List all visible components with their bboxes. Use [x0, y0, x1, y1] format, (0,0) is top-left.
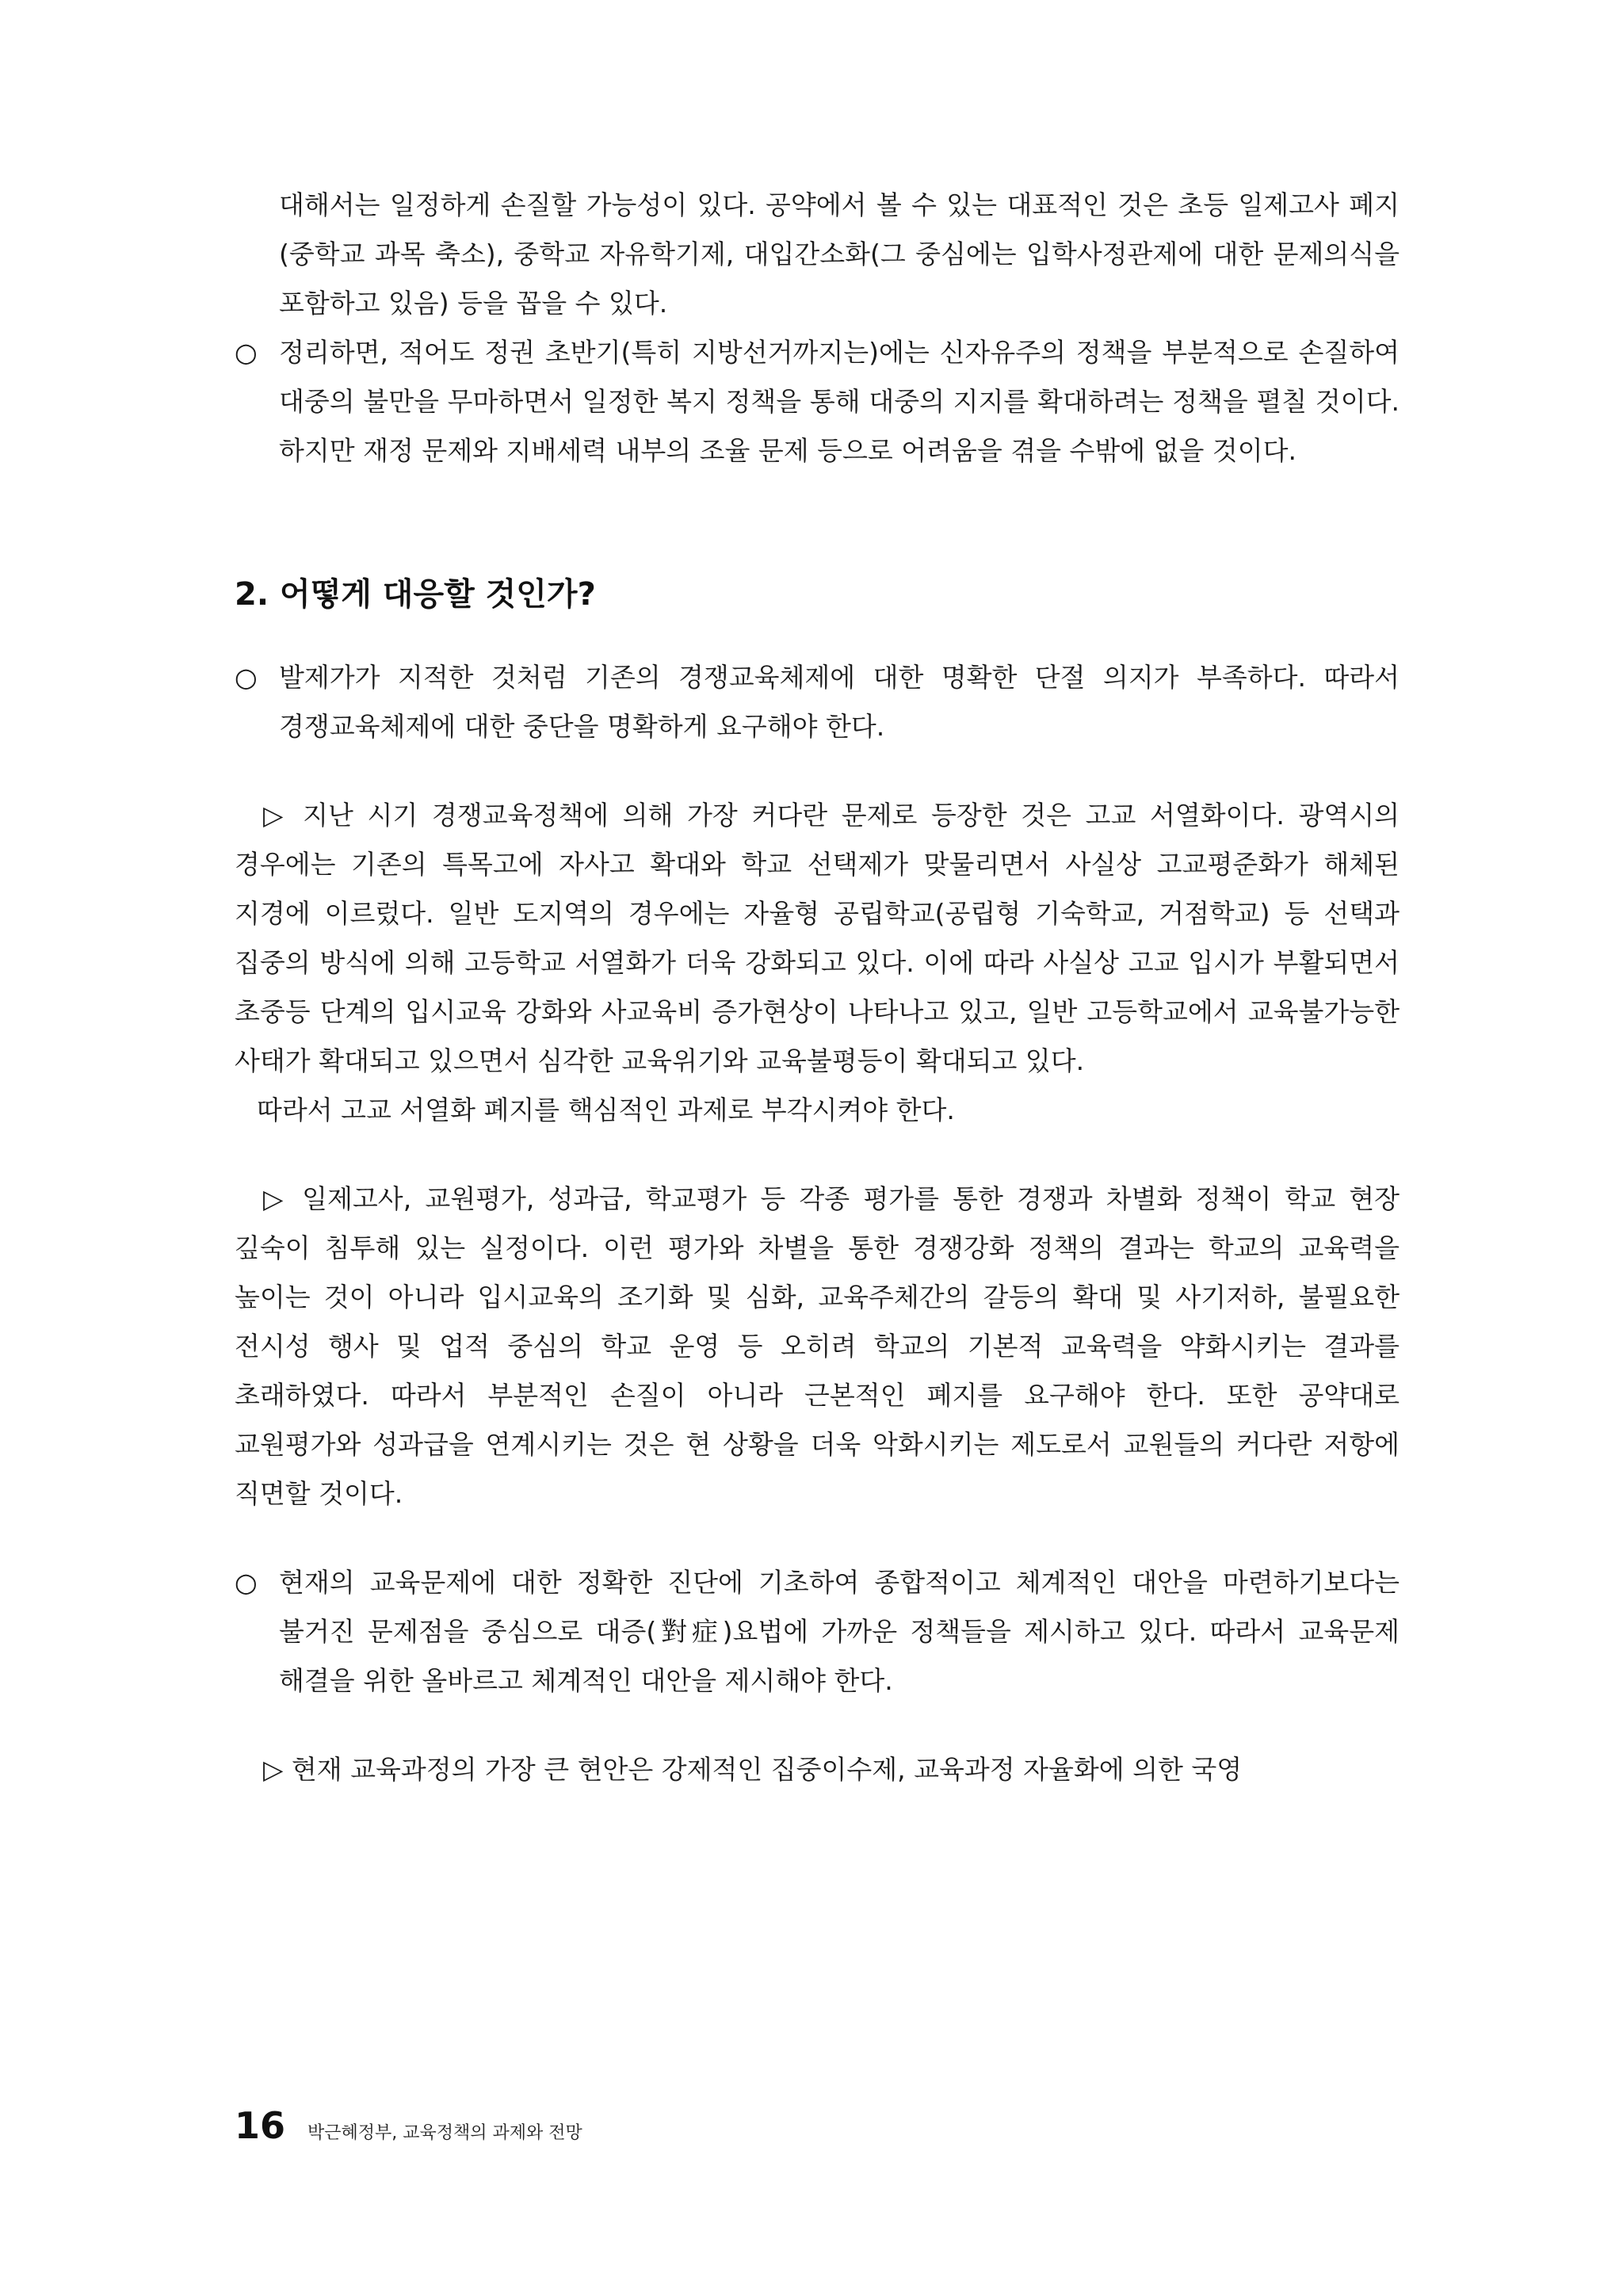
- circle-bullet-icon: ○: [235, 337, 258, 368]
- bullet-summary: [235, 328, 1400, 476]
- section-heading: 2. 어떻게 대응할 것인가?: [235, 576, 596, 613]
- point-school-ranking: ▷ 지난 시기 경쟁교육정책에 의해 가장 커다란 문제로 등장한 것은 고교 서열화이다. 광역시의 경우에는 기존의 특목고에 자사고 확대와 학교 선택제가 맞물리면서 사실상 고교평준화가 해체된 지경에 이르렀다. 일반 도지역의 경우에는 자율형 공립학교(공립형 기숙학교, 거점학교) 등 선택과 집중의 방식에 의해 고등학교 서열화가 더욱 강화되고 있다. 이에 따라 사실상 고교 입시가 부활되면서 초중등 단계의 입시교육 강화와 사교육비 증가현상이 나타나고 있고, 일반 고등학교에서 교육불가능한 사태가 확대되고 있으면서 심각한 교육위기와 교육불평등이 확대되고 있다.: [235, 800, 1400, 1076]
- bullet-competition-text: 발제가가 지적한 것처럼 기존의 경쟁교육체제에 대한 명확한 단절 의지가 부족하다. 따라서 경쟁교육체제에 대한 중단을 명확하게 요구해야 한다.: [279, 662, 1400, 742]
- circle-bullet-icon: ○: [235, 1567, 258, 1598]
- bullet-diagnosis-text: 현재의 교육문제에 대한 정확한 진단에 기초하여 종합적이고 체계적인 대안을 마련하기보다는 불거진 문제점을 중심으로 대증(對症)요법에 가까운 정책들을 제시하고 있다. 따라서 교육문제 해결을 위한 올바르고 체계적인 대안을 제시해야 한다.: [279, 1567, 1400, 1696]
- page-body: [235, 181, 1400, 1794]
- circle-bullet-icon: ○: [235, 662, 258, 693]
- page-number: 16: [235, 2104, 286, 2147]
- running-title: 박근혜정부, 교육정책의 과제와 전망: [307, 2123, 582, 2143]
- page-footer: [235, 2104, 582, 2152]
- bullet-summary-text: 정리하면, 적어도 정권 초반기(특히 지방선거까지는)에는 신자유주의 정책을 부분적으로 손질하여 대중의 불만을 무마하면서 일정한 복지 정책을 통해 대중의 지지를 확대하려는 정책을 펼칠 것이다. 하지만 재정 문제와 지배세력 내부의 조율 문제 등으로 어려움을 겪을 수밖에 없을 것이다.: [279, 337, 1400, 466]
- point-curriculum: ▷ 현재 교육과정의 가장 큰 현안은 강제적인 집중이수제, 교육과정 자율화에 의한 국영: [263, 1754, 1243, 1785]
- continued-paragraph: 대해서는 일정하게 손질할 가능성이 있다. 공약에서 볼 수 있는 대표적인 것은 초등 일제고사 폐지(중학교 과목 축소), 중학교 자유학기제, 대입간소화(그 중심에는 입학사정관제에 대한 문제의식을 포함하고 있음) 등을 꼽을 수 있다.: [279, 189, 1400, 319]
- bullet-diagnosis: [235, 1558, 1400, 1706]
- bullet-competition: [235, 653, 1400, 751]
- point-school-ranking-conclusion: 따라서 고교 서열화 폐지를 핵심적인 과제로 부각시켜야 한다.: [257, 1095, 955, 1125]
- point-evaluation-policy: ▷ 일제고사, 교원평가, 성과급, 학교평가 등 각종 평가를 통한 경쟁과 차별화 정책이 학교 현장 깊숙이 침투해 있는 실정이다. 이런 평가와 차별을 통한 경쟁강화 정책의 결과는 학교의 교육력을 높이는 것이 아니라 입시교육의 조기화 및 심화, 교육주체간의 갈등의 확대 및 사기저하, 불필요한 전시성 행사 및 업적 중심의 학교 운영 등 오히려 학교의 기본적 교육력을 약화시키는 결과를 초래하였다. 따라서 부분적인 손질이 아니라 근본적인 폐지를 요구해야 한다. 또한 공약대로 교원평가와 성과급을 연계시키는 것은 현 상황을 더욱 악화시키는 제도로서 교원들의 커다란 저항에 직면할 것이다.: [235, 1183, 1400, 1509]
